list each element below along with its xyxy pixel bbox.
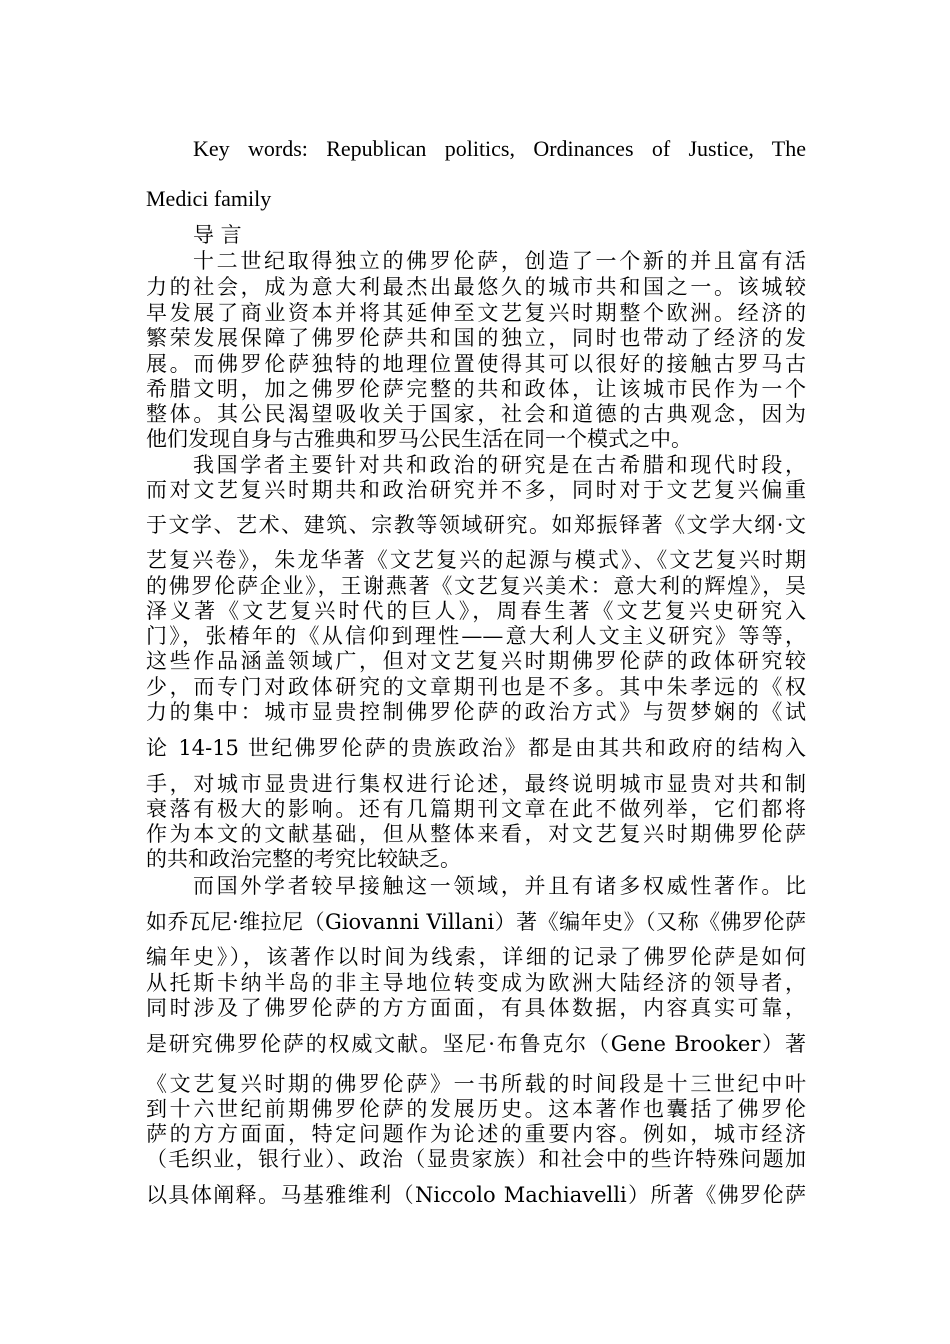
paragraph-2-line: 的佛罗伦萨企业》，王谢燕著《文艺复兴美术：意大利的辉煌》，吴: [146, 574, 806, 598]
paragraph-2-line: 作为本文的文献基础，但从整体来看，对文艺复兴时期佛罗伦萨: [146, 822, 806, 846]
paragraph-1-line: 他们发现自身与古雅典和罗马公民生活在同一个模式之中。: [146, 427, 692, 451]
paragraph-3-line: 同时涉及了佛罗伦萨的方方面面，有具体数据，内容真实可靠，: [146, 996, 806, 1020]
paragraph-3-line: 编年史》），该著作以时间为线索，详细的记录了佛罗伦萨是如何: [146, 945, 806, 969]
keywords-line-1: Key words: Republican politics, Ordinances of Justice, The: [193, 136, 806, 161]
paragraph-2-line: 少，而专门对政体研究的文章期刊也是不多。其中朱孝远的《权: [146, 675, 806, 699]
paragraph-1-line: 希腊文明，加之佛罗伦萨完整的共和政体，让该城市民作为一个: [146, 377, 806, 401]
paragraph-1-line: 十二世纪取得独立的佛罗伦萨，创造了一个新的并且富有活: [193, 249, 806, 273]
paragraph-2-line: 艺复兴卷》，朱龙华著《文艺复兴的起源与模式》、《文艺复兴时期: [146, 548, 806, 572]
paragraph-3-line: 《文艺复兴时期的佛罗伦萨》一书所载的时间段是十三世纪中叶: [146, 1072, 806, 1096]
paragraph-3-line: 而国外学者较早接触这一领域，并且有诸多权威性著作。比: [193, 874, 806, 898]
paragraph-3-line: 是研究佛罗伦萨的权威文献。坚尼·布鲁克尔（Gene Brooker）著: [146, 1032, 806, 1056]
paragraph-1-line: 展。而佛罗伦萨独特的地理位置使得其可以很好的接触古罗马古: [146, 352, 806, 376]
paragraph-2-line: 我国学者主要针对共和政治的研究是在古希腊和现代时段，: [193, 453, 806, 477]
paragraph-2-line: 这些作品涵盖领域广，但对文艺复兴时期佛罗伦萨的政体研究较: [146, 649, 806, 673]
paragraph-3-line: 以具体阐释。马基雅维利（Niccolo Machiavelli）所著《佛罗伦萨: [146, 1183, 806, 1207]
paragraph-2-line: 论 14-15 世纪佛罗伦萨的贵族政治》都是由其共和政府的结构入: [146, 736, 806, 760]
paragraph-1-line: 早发展了商业资本并将其延伸至文艺复兴时期整个欧洲。经济的: [146, 301, 806, 325]
paragraph-2-line: 力的集中：城市显贵控制佛罗伦萨的政治方式》与贺梦娴的《试: [146, 700, 806, 724]
paragraph-2-line: 而对文艺复兴时期共和政治研究并不多，同时对于文艺复兴偏重: [146, 478, 806, 502]
keywords-line-2: Medici family: [146, 186, 272, 211]
paragraph-2-line: 的共和政治完整的考究比较缺乏。: [146, 847, 461, 871]
paragraph-1-line: 整体。其公民渴望吸收关于国家，社会和道德的古典观念，因为: [146, 402, 806, 426]
section-heading: 导 言: [193, 223, 242, 247]
paragraph-1-line: 繁荣发展保障了佛罗伦萨共和国的独立，同时也带动了经济的发: [146, 326, 806, 350]
paragraph-2-line: 门》，张椿年的《从信仰到理性——意大利人文主义研究》等等，: [146, 624, 806, 648]
paragraph-3-line: 萨的方方面面，特定问题作为论述的重要内容。例如，城市经济: [146, 1122, 806, 1146]
paragraph-3-line: （毛织业，银行业）、政治（显贵家族）和社会中的些许特殊问题加: [146, 1147, 806, 1171]
paragraph-2-line: 衰落有极大的影响。还有几篇期刊文章在此不做列举，它们都将: [146, 797, 806, 821]
paragraph-3-line: 如乔瓦尼·维拉尼（Giovanni Villani）著《编年史》（又称《佛罗伦萨: [146, 910, 806, 934]
paragraph-2-line: 于文学、艺术、建筑、宗教等领域研究。如郑振铎著《文学大纲·文: [146, 513, 806, 537]
paragraph-1-line: 力的社会，成为意大利最杰出最悠久的城市共和国之一。该城较: [146, 275, 806, 299]
paragraph-2-line: 手，对城市显贵进行集权进行论述，最终说明城市显贵对共和制: [146, 772, 806, 796]
paragraph-3-line: 从托斯卡纳半岛的非主导地位转变成为欧洲大陆经济的领导者，: [146, 971, 806, 995]
paragraph-3-line: 到十六世纪前期佛罗伦萨的发展历史。这本著作也囊括了佛罗伦: [146, 1097, 806, 1121]
paragraph-2-line: 泽义著《文艺复兴时代的巨人》，周春生著《文艺复兴史研究入: [146, 599, 806, 623]
